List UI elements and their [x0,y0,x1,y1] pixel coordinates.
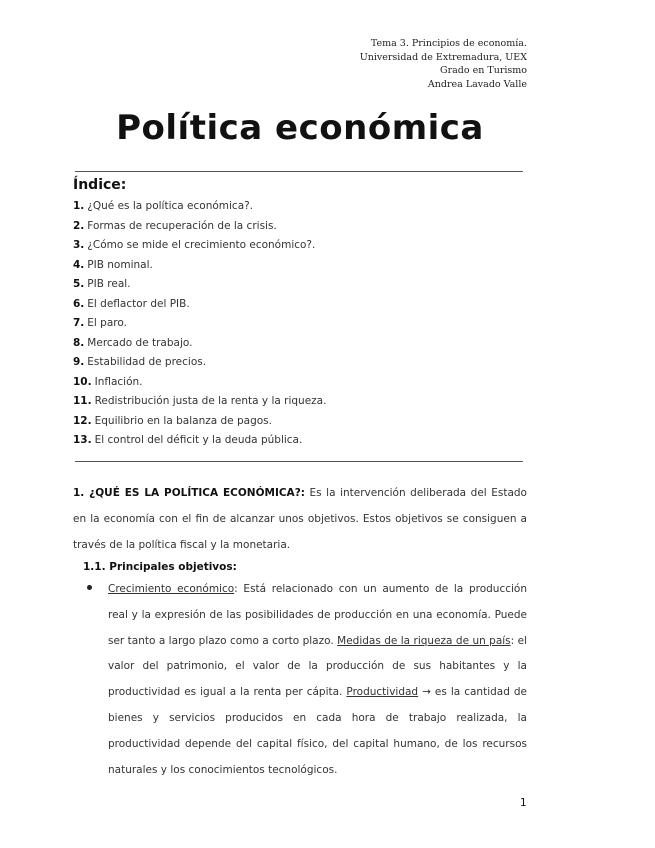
index-item: 10. Inflación. [73,375,143,388]
index-item: 13. El control del déficit y la deuda pública. [73,434,303,446]
section-1-paragraph [73,481,527,558]
header-university: Universidad de Extremadura, UEX [359,51,527,63]
section-1-heading: 1. ¿QUÉ ES LA POLÍTICA ECONÓMICA?: [73,487,305,499]
document-header [360,37,527,91]
index-item: 7. El paro. [73,317,127,329]
index-item: 6. El deflactor del PIB. [73,297,190,310]
index-item: 11. Redistribución justa de la renta y la riqueza. [73,395,327,407]
divider-top [75,171,523,172]
index-item: 4. PIB nominal. [73,258,153,271]
document-title: Política económica [116,108,484,148]
page-number: 1 [520,797,527,809]
bullet-text-3: → es la cantidad de bienes y servicios producidos en cada hora de trabajo realizada, la productividad depende del capital físico, del capital humano, de los recursos naturales y los conocimientos tecnológicos. [108,686,528,776]
bullet-text-1: : Está relacionado con un aumento de la producción real y la expresión de las posibilidades de producción en una economía. Puede ser tanto a largo plazo como a corto plazo. [108,583,527,647]
index-item: 3. ¿Cómo se mide el crecimiento económico?. [73,239,316,251]
term-medidas: Medidas de la riqueza de un país [337,634,511,647]
index-item: 8. Mercado de trabajo. [73,336,193,349]
divider-bottom [75,461,523,462]
index-item: 9. Estabilidad de precios. [73,356,207,368]
bullet-icon [87,585,92,590]
term-crecimiento: Crecimiento económico [108,583,235,595]
header-topic: Tema 3. Principios de economía. [370,38,527,49]
bullet-text-2: : el valor del patrimonio, el valor de la producción de sus habitantes y la productividad es igual a la renta per cápita. [108,634,527,699]
term-productividad: Productividad [346,686,419,699]
header-author: Andrea Lavado Valle [427,78,527,90]
index-item: 12. Equilibrio en la balanza de pagos. [73,414,272,427]
index-list [73,197,326,451]
index-item: 1. ¿Qué es la política económica?. [73,200,254,212]
index-heading: Índice: [73,177,127,193]
bullet-paragraph [108,577,527,783]
header-degree: Grado en Turismo [439,65,527,77]
subsection-heading: 1.1. Principales objetivos: [83,561,237,573]
index-item: 5. PIB real. [73,278,131,290]
index-item: 2. Formas de recuperación de la crisis. [73,219,277,232]
section-1-body: Es la intervención deliberada del Estado en la economía con el fin de alcanzar unos objetivos. Estos objetivos se consiguen a través de la política fiscal y la monetaria. [73,487,527,551]
